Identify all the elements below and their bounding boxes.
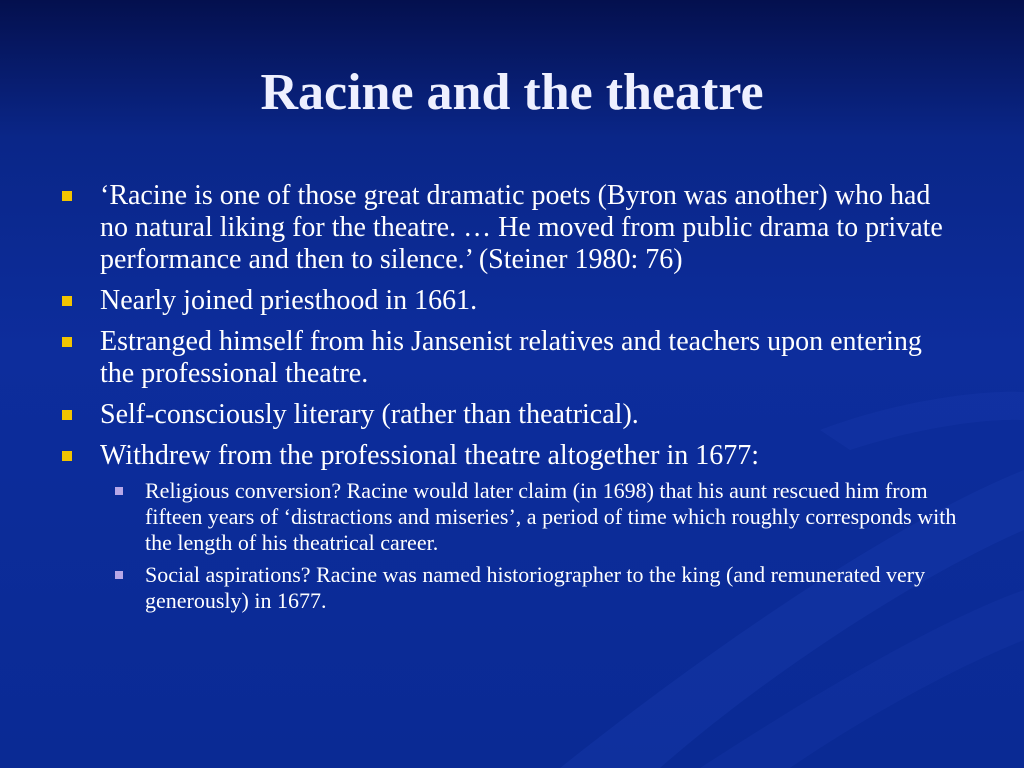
list-item bbox=[62, 285, 962, 317]
list-item bbox=[62, 326, 962, 390]
sub-bullet-text: Social aspirations? Racine was named historiographer to the king (and remunerated very generously) in 1677. bbox=[145, 562, 926, 613]
sub-bullet-square-icon bbox=[115, 562, 145, 588]
bullet-square-icon bbox=[62, 326, 100, 358]
bullet-text: Withdrew from the professional theatre altogether in 1677: bbox=[100, 440, 759, 471]
sub-bullet-text: Religious conversion? Racine would later claim (in 1698) that his aunt rescued him from fifteen years of ‘distractions and miseries’, a period of time which roughly corresponds with the length of his theatrical career. bbox=[145, 478, 957, 555]
sub-list-item bbox=[115, 478, 962, 556]
bullet-text: ‘Racine is one of those great dramatic poets (Byron was another) who had no natural liking for the theatre. … He moved from public drama to private performance and then to silence.’ (Steiner 1980: 76) bbox=[100, 180, 943, 275]
bullet-square-icon bbox=[62, 440, 100, 472]
bullet-text: Estranged himself from his Jansenist relatives and teachers upon entering the professional theatre. bbox=[100, 326, 922, 389]
bullet-square-icon bbox=[62, 399, 100, 431]
bullet-text: Self-consciously literary (rather than theatrical). bbox=[100, 399, 639, 430]
bullet-text: Nearly joined priesthood in 1661. bbox=[100, 285, 478, 316]
bullet-square-icon bbox=[62, 285, 100, 317]
sub-list-item bbox=[115, 562, 962, 614]
bullet-list bbox=[62, 180, 962, 620]
list-item bbox=[62, 180, 962, 276]
slide-title: Racine and the theatre bbox=[260, 64, 764, 121]
bullet-square-icon bbox=[62, 180, 100, 212]
sub-bullet-list bbox=[115, 478, 962, 614]
list-item bbox=[62, 440, 962, 472]
sub-bullet-square-icon bbox=[115, 478, 145, 504]
list-item bbox=[62, 399, 962, 431]
